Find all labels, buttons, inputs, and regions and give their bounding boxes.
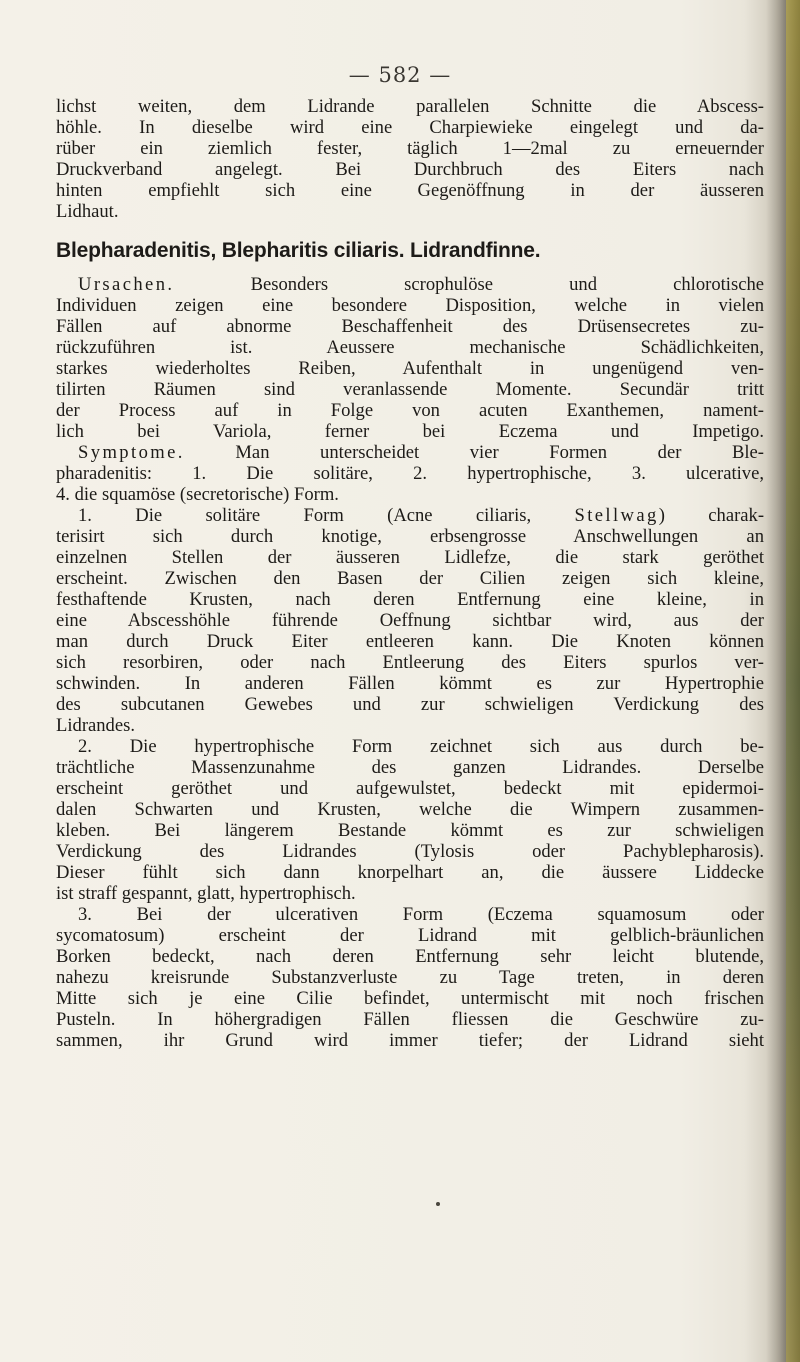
text-line: lichst weiten, dem Lidrande parallelen Schnitte die Abscess- [56, 96, 764, 117]
text-line: rückzuführen ist. Aeussere mechanische Schädlichkeiten, [56, 337, 764, 358]
text-line: starkes wiederholtes Reiben, Aufenthalt in ungenügend ven- [56, 358, 764, 379]
text-line: trächtliche Massenzunahme des ganzen Lidrandes. Derselbe [56, 757, 764, 778]
run-in-heading: Symptome. [78, 442, 185, 463]
text-line: eine Abscesshöhle führende Oeffnung sichtbar wird, aus der [56, 610, 764, 631]
text-line: erscheint geröthet und aufgewulstet, bedeckt mit epidermoi- [56, 778, 764, 799]
text-line: Ursachen. Besonders scrophulöse und chlorotische [78, 274, 764, 295]
text-line: tilirten Räumen sind veranlassende Momente. Secundär tritt [56, 379, 764, 400]
text-line: Dieser fühlt sich dann knorpelhart an, die äussere Liddecke [56, 862, 764, 883]
text-line: Lidrandes. [56, 715, 135, 736]
text-line: pharadenitis: 1. Die solitäre, 2. hypertrophische, 3. ulcerative, [56, 463, 764, 484]
text-line: Mitte sich je eine Cilie befindet, untermischt mit noch frischen [56, 988, 764, 1009]
page-edge-tint [786, 0, 800, 1362]
text-line: rüber ein ziemlich fester, täglich 1—2mal zu erneuernder [56, 138, 764, 159]
text-line: lich bei Variola, ferner bei Eczema und Impetigo. [56, 421, 764, 442]
page-body [56, 96, 764, 1051]
text-line: festhaftende Krusten, nach deren Entfernung eine kleine, in [56, 589, 764, 610]
text-line: nahezu kreisrunde Substanzverluste zu Tage treten, in deren [56, 967, 764, 988]
text-line: Borken bedeckt, nach deren Entfernung sehr leicht blutende, [56, 946, 764, 967]
author-name: Stellwag [574, 505, 659, 526]
text-line: schwinden. In anderen Fällen kömmt es zur Hypertrophie [56, 673, 764, 694]
text-line: 3. Bei der ulcerativen Form (Eczema squamosum oder [78, 904, 764, 925]
text-line: Druckverband angelegt. Bei Durchbruch des Eiters nach [56, 159, 764, 180]
text-line: sich resorbiren, oder nach Entleerung des Eiters spurlos ver- [56, 652, 764, 673]
text-line: sycomatosum) erscheint der Lidrand mit gelblich-bräunlichen [56, 925, 764, 946]
text-line: terisirt sich durch knotige, erbsengrosse Anschwellungen an [56, 526, 764, 547]
text-line: des subcutanen Gewebes und zur schwieligen Verdickung des [56, 694, 764, 715]
text-line: höhle. In dieselbe wird eine Charpiewieke eingelegt und da- [56, 117, 764, 138]
print-speck [436, 1202, 440, 1206]
text-line: Fällen auf abnorme Beschaffenheit des Drüsensecretes zu- [56, 316, 764, 337]
text-line: sammen, ihr Grund wird immer tiefer; der Lidrand sieht [56, 1030, 764, 1051]
text-line: Lidhaut. [56, 201, 119, 222]
text-line: 4. die squamöse (secretorische) Form. [56, 484, 339, 505]
run-in-heading: Ursachen. [78, 274, 175, 295]
text-line: Symptome. Man unterscheidet vier Formen der Ble- [78, 442, 764, 463]
text-line: erscheint. Zwischen den Basen der Cilien zeigen sich kleine, [56, 568, 764, 589]
text-line: dalen Schwarten und Krusten, welche die Wimpern zusammen- [56, 799, 764, 820]
section-heading: Blepharadenitis, Blepharitis ciliaris. Lidrandfinne. [56, 239, 541, 262]
text-line: der Process auf in Folge von acuten Exanthemen, nament- [56, 400, 764, 421]
text-line: Verdickung des Lidrandes (Tylosis oder Pachyblepharosis). [56, 841, 764, 862]
text-line: Pusteln. In höhergradigen Fällen fliessen die Geschwüre zu- [56, 1009, 764, 1030]
text-line: man durch Druck Eiter entleeren kann. Die Knoten können [56, 631, 764, 652]
page-number: — 582 — [348, 63, 452, 87]
text-line: 2. Die hypertrophische Form zeichnet sich aus durch be- [78, 736, 764, 757]
text-line: 1. Die solitäre Form (Acne ciliaris, Stellwag) charak- [78, 505, 765, 526]
text-line: einzelnen Stellen der äusseren Lidlefze, die stark geröthet [56, 547, 764, 568]
text-line: Individuen zeigen eine besondere Disposition, welche in vielen [56, 295, 764, 316]
text-line: ist straff gespannt, glatt, hypertrophisch. [56, 883, 356, 904]
text-line: kleben. Bei längerem Bestande kömmt es zur schwieligen [56, 820, 764, 841]
text-line: hinten empfiehlt sich eine Gegenöffnung in der äusseren [56, 180, 764, 201]
